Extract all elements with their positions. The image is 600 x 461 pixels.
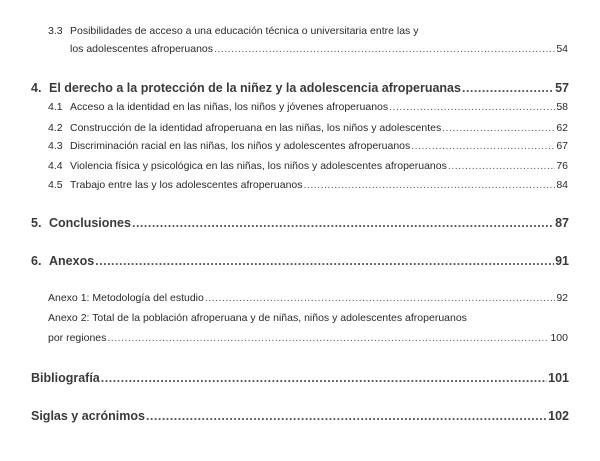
annex-page: 100 xyxy=(550,332,568,344)
entry-page: 58 xyxy=(556,101,568,113)
entry-page: 84 xyxy=(556,179,568,191)
toc-entry-4-1[interactable] xyxy=(48,102,568,113)
entry-title: Violencia física y psicológica en las niñas, los niños y adolescentes afroperuanos xyxy=(70,160,447,172)
section-title: Siglas y acrónimos xyxy=(31,409,145,423)
leader-dots xyxy=(205,293,555,304)
entry-number: 3.3 xyxy=(48,25,63,37)
chapter-number: 5. xyxy=(31,216,42,230)
annex-title: Anexo 2: Total de la población afroperuana y de niñas, niños y adolescentes afroperuanos xyxy=(48,312,467,324)
toc-entry-3-3-line2[interactable] xyxy=(70,44,568,55)
section-title: Bibliografía xyxy=(31,371,100,385)
chapter-number: 4. xyxy=(31,81,42,95)
entry-title: Discriminación racial en las niñas, los niños y adolescentes afroperuanos xyxy=(70,140,411,152)
section-page: 102 xyxy=(548,409,569,423)
leader-dots xyxy=(132,217,554,230)
toc-annex-2-line1[interactable] xyxy=(48,313,467,324)
toc-entry-4-5[interactable] xyxy=(48,180,568,191)
toc-siglas-acronimos[interactable] xyxy=(31,410,569,423)
entry-title: Acceso a la identidad en las niñas, los niños y jóvenes afroperuanos xyxy=(70,101,389,113)
section-page: 101 xyxy=(548,371,569,385)
toc-annex-2-line2[interactable] xyxy=(48,333,568,344)
toc-chapter-5[interactable] xyxy=(31,217,569,230)
chapter-title: Anexos xyxy=(49,254,95,268)
entry-page: 76 xyxy=(556,160,568,172)
chapter-number: 6. xyxy=(31,254,42,268)
toc-annex-1[interactable] xyxy=(48,293,568,304)
leader-dots xyxy=(101,372,547,385)
leader-dots xyxy=(462,82,554,95)
chapter-page: 91 xyxy=(555,254,569,268)
leader-dots xyxy=(214,44,555,55)
entry-title-continued: los adolescentes afroperuanos xyxy=(70,43,214,55)
leader-dots xyxy=(448,161,555,172)
leader-dots xyxy=(304,180,556,191)
chapter-title: El derecho a la protección de la niñez y la adolescencia afroperuanas xyxy=(49,81,461,95)
leader-dots xyxy=(442,123,555,134)
entry-number: 4.1 xyxy=(48,101,63,113)
leader-dots xyxy=(95,255,554,268)
entry-page: 62 xyxy=(556,122,568,134)
annex-title: Anexo 1: Metodología del estudio xyxy=(48,292,204,304)
entry-page: 54 xyxy=(556,43,568,55)
chapter-title: Conclusiones xyxy=(49,216,131,230)
toc-chapter-6[interactable] xyxy=(31,255,569,268)
entry-number: 4.4 xyxy=(48,160,63,172)
chapter-page: 87 xyxy=(555,216,569,230)
leader-dots xyxy=(389,102,555,113)
entry-page: 67 xyxy=(556,140,568,152)
entry-number: 4.3 xyxy=(48,140,63,152)
entry-title: Posibilidades de acceso a una educación técnica o universitaria entre las y xyxy=(70,25,419,37)
annex-page: 92 xyxy=(556,292,568,304)
entry-number: 4.2 xyxy=(48,122,63,134)
toc-entry-4-4[interactable] xyxy=(48,161,568,172)
leader-dots xyxy=(107,333,549,344)
entry-title: Construcción de la identidad afroperuana en las niñas, los niños y adolescentes xyxy=(70,122,442,134)
annex-title-continued: por regiones xyxy=(48,332,107,344)
entry-title: Trabajo entre las y los adolescentes afroperuanos xyxy=(70,179,303,191)
leader-dots xyxy=(411,141,555,152)
toc-bibliografia[interactable] xyxy=(31,372,569,385)
chapter-page: 57 xyxy=(555,81,569,95)
toc-entry-3-3-line1[interactable] xyxy=(48,26,568,37)
entry-number: 4.5 xyxy=(48,179,63,191)
leader-dots xyxy=(146,410,547,423)
toc-entry-4-2[interactable] xyxy=(48,123,568,134)
toc-entry-4-3[interactable] xyxy=(48,141,568,152)
toc-chapter-4[interactable] xyxy=(31,82,569,95)
